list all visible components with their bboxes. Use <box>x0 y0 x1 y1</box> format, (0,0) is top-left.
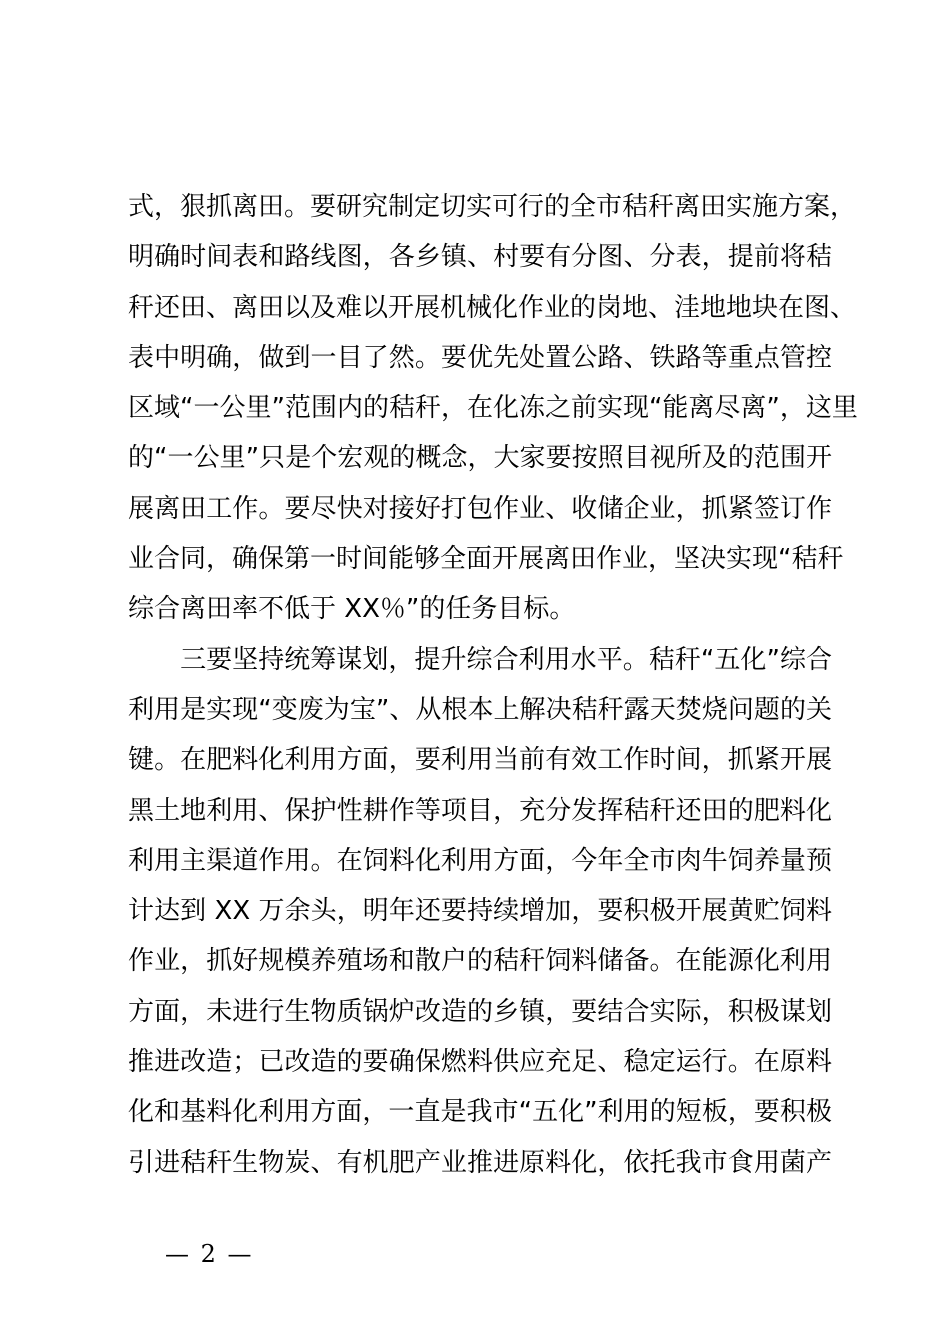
text-line: 的“一公里”只是个宏观的概念，大家要按照目视所及的范围开 <box>128 443 832 474</box>
text-line: 区域“一公里”范围内的秸秆，在化冻之前实现“能离尽离”，这里 <box>128 393 858 424</box>
text-line: 秆还田、离田以及难以开展机械化作业的岗地、洼地地块在图、 <box>128 292 857 323</box>
text-line: 明确时间表和路线图，各乡镇、村要有分图、分表，提前将秸 <box>128 242 832 273</box>
text-line: 表中明确，做到一目了然。要优先处置公路、铁路等重点管控 <box>128 342 832 373</box>
text-line: 三要坚持统筹谋划，提升综合利用水平。秸秆“五化”综合 <box>128 644 832 675</box>
page-number: — 2 — <box>165 1240 254 1268</box>
text-line: 展离田工作。要尽快对接好打包作业、收储企业，抓紧签订作 <box>128 493 832 524</box>
text-line: 黑土地利用、保护性耕作等项目，充分发挥秸秆还田的肥料化 <box>128 795 832 826</box>
text-line: 综合离田率不低于 XX％”的任务目标。 <box>128 594 576 625</box>
text-line: 键。在肥料化利用方面，要利用当前有效工作时间，抓紧开展 <box>128 745 832 776</box>
text-line: 方面，未进行生物质锅炉改造的乡镇，要结合实际，积极谋划 <box>128 996 832 1027</box>
text-line: 推进改造；已改造的要确保燃料供应充足、稳定运行。在原料 <box>128 1047 832 1078</box>
text-line: 利用是实现“变废为宝”、从根本上解决秸秆露天焚烧问题的关 <box>128 694 832 725</box>
text-line: 计达到 XX 万余头，明年还要持续增加，要积极开展黄贮饲料 <box>128 896 832 927</box>
text-line: 引进秸秆生物炭、有机肥产业推进原料化，依托我市食用菌产 <box>128 1147 832 1178</box>
text-line: 利用主渠道作用。在饲料化利用方面，今年全市肉牛饲养量预 <box>128 845 832 876</box>
text-line: 业合同，确保第一时间能够全面开展离田作业，坚决实现“秸秆 <box>128 544 844 575</box>
text-line: 式，狠抓离田。要研究制定切实可行的全市秸秆离田实施方案， <box>128 192 857 222</box>
text-line: 化和基料化利用方面，一直是我市“五化”利用的短板，要积极 <box>128 1097 832 1128</box>
body-text <box>128 182 858 1188</box>
text-line: 作业，抓好规模养殖场和散户的秸秆饲料储备。在能源化利用 <box>128 946 832 977</box>
